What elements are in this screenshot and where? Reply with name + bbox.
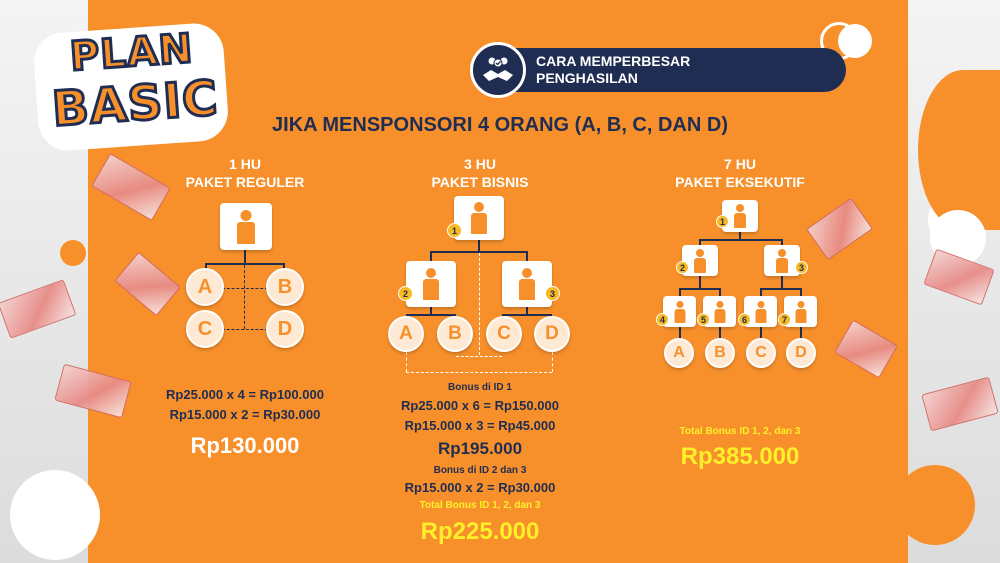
tree-connector bbox=[406, 314, 456, 316]
tree-connector bbox=[430, 251, 432, 261]
person-icon bbox=[794, 301, 808, 323]
column-1-calc-2: Rp15.000 x 2 = Rp30.000 bbox=[169, 407, 321, 422]
node-a: A bbox=[664, 338, 694, 368]
header-banner bbox=[470, 48, 846, 92]
sponsor-box-3 bbox=[502, 261, 552, 307]
column-1-title bbox=[160, 155, 330, 191]
person-icon bbox=[774, 249, 790, 273]
badge-3: 3 bbox=[545, 286, 560, 301]
dashed-connector bbox=[479, 253, 480, 355]
column-2-bonus-id1-label: Bonus di ID 1 bbox=[448, 382, 512, 393]
column-2-bonus-id1-calc-2: Rp15.000 x 3 = Rp45.000 bbox=[404, 418, 556, 433]
tree-connector bbox=[502, 314, 552, 316]
header-title-line1: CARA MEMPERBESAR bbox=[536, 53, 691, 69]
column-3-total: Rp385.000 bbox=[680, 443, 800, 470]
sponsor-box-1 bbox=[722, 200, 758, 232]
person-icon bbox=[732, 204, 748, 228]
deco-circle bbox=[10, 470, 100, 560]
sponsor-box bbox=[220, 203, 272, 250]
tree-connector bbox=[679, 288, 721, 290]
person-icon bbox=[754, 301, 768, 323]
header-title-line2: PENGHASILAN bbox=[536, 70, 638, 86]
deco-circle bbox=[895, 465, 975, 545]
column-1-title-line2: PAKET REGULER bbox=[185, 174, 305, 190]
sponsor-box-2 bbox=[406, 261, 456, 307]
badge-3: 3 bbox=[795, 261, 808, 274]
tree-connector bbox=[699, 239, 783, 241]
dashed-connector bbox=[222, 329, 268, 330]
node-d: D bbox=[534, 316, 570, 352]
column-3-total-label: Total Bonus ID 1, 2, dan 3 bbox=[679, 426, 801, 437]
column-3-title bbox=[655, 155, 825, 191]
subtitle: JIKA MENSPONSORI 4 ORANG (A, B, C, DAN D) bbox=[272, 114, 728, 136]
dashed-connector bbox=[456, 356, 502, 357]
plan-basic-logo bbox=[18, 25, 221, 148]
person-icon bbox=[713, 301, 727, 323]
person-icon bbox=[469, 202, 489, 234]
deco-circle bbox=[918, 70, 1000, 230]
dashed-connector bbox=[406, 372, 552, 373]
tree-connector bbox=[800, 288, 802, 296]
person-icon bbox=[673, 301, 687, 323]
column-3-title-line1: 7 HU bbox=[724, 156, 756, 172]
node-c: C bbox=[186, 310, 224, 348]
column-2-title-line2: PAKET BISNIS bbox=[431, 174, 529, 190]
column-1-title-line1: 1 HU bbox=[229, 156, 261, 172]
node-d: D bbox=[786, 338, 816, 368]
person-icon bbox=[235, 210, 257, 244]
column-2-title bbox=[395, 155, 565, 191]
dashed-connector bbox=[244, 265, 245, 329]
tree-connector bbox=[205, 263, 285, 265]
person-icon bbox=[421, 268, 441, 300]
node-b: B bbox=[705, 338, 735, 368]
dashed-connector bbox=[406, 352, 407, 372]
dashed-connector bbox=[222, 288, 268, 289]
node-a: A bbox=[388, 316, 424, 352]
logo-basic-text: BASIC bbox=[50, 70, 221, 138]
tree-connector bbox=[760, 288, 802, 290]
tree-connector bbox=[526, 251, 528, 261]
column-1-total: Rp130.000 bbox=[190, 433, 300, 458]
badge-2: 2 bbox=[676, 261, 689, 274]
tree-connector bbox=[719, 288, 721, 296]
dashed-connector bbox=[552, 352, 553, 372]
column-1-calc-1: Rp25.000 x 4 = Rp100.000 bbox=[166, 387, 324, 402]
sponsor-box-1 bbox=[454, 196, 504, 240]
badge-7: 7 bbox=[778, 313, 791, 326]
node-b: B bbox=[437, 316, 473, 352]
badge-1: 1 bbox=[716, 215, 729, 228]
badge-1: 1 bbox=[447, 223, 462, 238]
column-2-bonus-id1-total: Rp195.000 bbox=[437, 439, 523, 458]
column-2-bonus-id1-calc-1: Rp25.000 x 6 = Rp150.000 bbox=[401, 398, 559, 413]
column-2-total-label: Total Bonus ID 1, 2, dan 3 bbox=[419, 500, 541, 511]
tree-connector bbox=[679, 288, 681, 296]
header-title bbox=[536, 53, 690, 87]
badge-5: 5 bbox=[697, 313, 710, 326]
person-icon bbox=[692, 249, 708, 273]
person-icon bbox=[517, 268, 537, 300]
sponsor-box-3 bbox=[764, 245, 800, 276]
column-2-total: Rp225.000 bbox=[420, 518, 540, 545]
node-b: B bbox=[266, 268, 304, 306]
deco-circle bbox=[838, 24, 872, 58]
column-2-bonus-id23-label: Bonus di ID 2 dan 3 bbox=[433, 465, 527, 476]
badge-4: 4 bbox=[656, 313, 669, 326]
node-a: A bbox=[186, 268, 224, 306]
handshake-icon bbox=[470, 42, 526, 98]
column-2-bonus-id23-calc: Rp15.000 x 2 = Rp30.000 bbox=[404, 480, 556, 495]
badge-6: 6 bbox=[738, 313, 751, 326]
tree-connector bbox=[760, 288, 762, 296]
node-c: C bbox=[486, 316, 522, 352]
node-c: C bbox=[746, 338, 776, 368]
node-d: D bbox=[266, 310, 304, 348]
tree-connector bbox=[244, 250, 246, 264]
deco-circle bbox=[60, 240, 86, 266]
column-2-title-line1: 3 HU bbox=[464, 156, 496, 172]
badge-2: 2 bbox=[398, 286, 413, 301]
logo-plan-text: PLAN bbox=[68, 25, 195, 81]
column-3-title-line2: PAKET EKSEKUTIF bbox=[675, 174, 805, 190]
